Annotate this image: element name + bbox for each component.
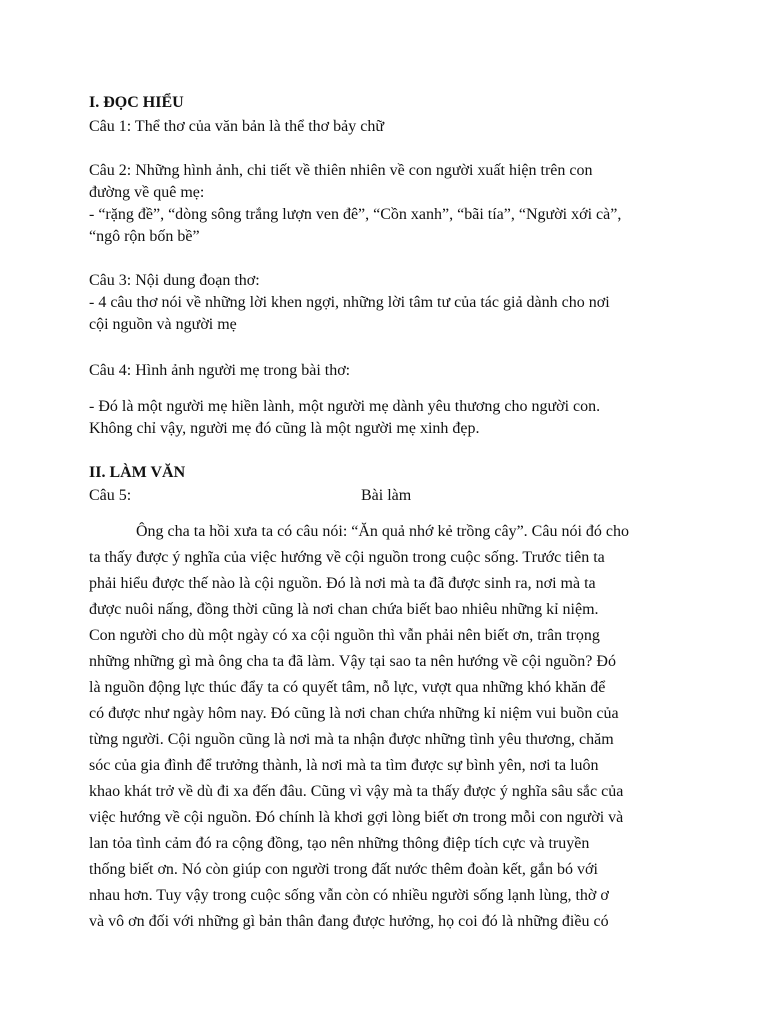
question-3-line-2: - 4 câu thơ nói về những lời khen ngợi, những lời tâm tư của tác giả dành cho nơi [89,294,610,311]
question-4-line-1: Câu 4: Hình ảnh người mẹ trong bài thơ: [89,362,351,379]
section-heading-doc-hieu: I. ĐỌC HIỂU [89,94,184,111]
essay-line: lan tỏa tình cảm đó ra cộng đồng, tạo nên những thông điệp tích cực và truyền [89,835,590,852]
essay-line: là nguồn động lực thúc đẩy ta có quyết tâm, nỗ lực, vượt qua những khó khăn để [89,679,606,696]
question-2-line-2: đường về quê mẹ: [89,184,205,201]
question-4-line-3: Không chỉ vậy, người mẹ đó cũng là một người mẹ xinh đẹp. [89,420,480,437]
essay-line: phải hiểu được thế nào là cội nguồn. Đó là nơi mà ta đã được sinh ra, nơi mà ta [89,575,596,592]
section-heading-lam-van: II. LÀM VĂN [89,464,186,481]
essay-title: Bài làm [361,487,412,504]
question-1-text: Câu 1: Thể thơ của văn bản là thể thơ bảy chữ [89,118,384,135]
essay-line: Ông cha ta hồi xưa ta có câu nói: “Ăn quả nhớ kẻ trồng cây”. Câu nói đó cho [136,523,629,540]
essay-line: thống biết ơn. Nó còn giúp con người trong đất nước thêm đoàn kết, gắn bó với [89,861,598,878]
essay-line: nhau hơn. Tuy vậy trong cuộc sống vẫn còn có nhiều người sống lạnh lùng, thờ ơ [89,887,609,904]
question-3-line-3: cội nguồn và người mẹ [89,316,237,333]
essay-line: từng người. Cội nguồn cũng là nơi mà ta nhận được những tình yêu thương, chăm [89,731,614,748]
question-2-line-3: - “rặng đề”, “dòng sông trắng lượn ven đê”, “Cồn xanh”, “bãi tía”, “Người xới cà”, [89,206,622,223]
essay-line: có được như ngày hôm nay. Đó cũng là nơi chan chứa những kỉ niệm vui buồn của [89,705,619,722]
essay-line: sóc của gia đình để trưởng thành, là nơi mà ta tìm được sự bình yên, nơi ta luôn [89,757,599,774]
essay-line: được nuôi nấng, đồng thời cũng là nơi chan chứa biết bao nhiêu những kỉ niệm. [89,601,599,618]
essay-line: Con người cho dù một ngày có xa cội nguồn thì vẫn phải nên biết ơn, trân trọng [89,627,600,644]
essay-line: những những gì mà ông cha ta đã làm. Vậy tại sao ta nên hướng về cội nguồn? Đó [89,653,616,670]
question-3-line-1: Câu 3: Nội dung đoạn thơ: [89,272,260,289]
question-5-label: Câu 5: [89,487,132,504]
question-4-line-2: - Đó là một người mẹ hiền lành, một người mẹ dành yêu thương cho người con. [89,398,601,415]
question-2-line-1: Câu 2: Những hình ảnh, chi tiết về thiên nhiên về con người xuất hiện trên con [89,162,593,179]
question-2-line-4: “ngô rộn bốn bề” [89,228,200,245]
essay-line: ta thấy được ý nghĩa của việc hướng về cội nguồn trong cuộc sống. Trước tiên ta [89,549,605,566]
essay-line: khao khát trở về dù đi xa đến đâu. Cũng vì vậy mà ta thấy được ý nghĩa sâu sắc của [89,783,624,800]
essay-line: việc hướng về cội nguồn. Đó chính là khơi gợi lòng biết ơn trong mỗi con người và [89,809,624,826]
essay-line: và vô ơn đối với những gì bản thân đang được hưởng, họ coi đó là những điều có [89,913,609,930]
